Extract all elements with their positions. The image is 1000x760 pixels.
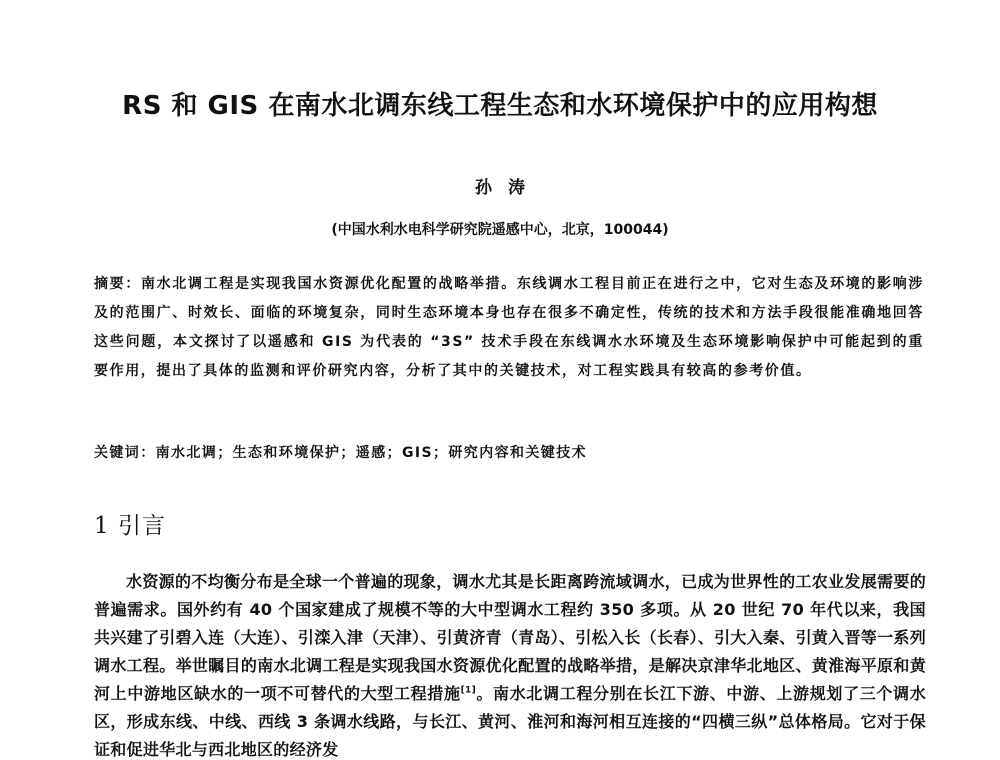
author-name: 孙 涛 xyxy=(475,178,525,198)
section-heading-introduction: 1 引言 xyxy=(94,513,166,539)
abstract-text: 南水北调工程是实现我国水资源优化配置的战略举措。东线调水工程目前正在进行之中，它对生态及环境的影响涉及的范围广、时效长、面临的环境复杂，同时生态环境本身也存在很多不确定性，传统的技术和方法手段很能准确地回答这些问题，本文探讨了以遥感和 GIS 为代表的 “3S” 技术手段在东线调水水环境及生态环境影响保护中可能起到的重要作用，提出了具体的监测和评价研究内容，分析了其中的关键技术，对工程实践具有较高的参考价值。 xyxy=(94,276,924,379)
citation-marker: [1] xyxy=(460,685,477,696)
abstract-label: 摘要： xyxy=(94,276,141,292)
abstract xyxy=(94,270,924,386)
keywords xyxy=(94,442,924,464)
keywords-label: 关键词： xyxy=(94,445,156,461)
introduction-paragraph xyxy=(94,568,926,760)
keywords-text: 南水北调；生态和环境保护；遥感；GIS；研究内容和关键技术 xyxy=(155,445,587,461)
paper-title: RS 和 GIS 在南水北调东线工程生态和水环境保护中的应用构想 xyxy=(122,91,878,121)
paragraph-text-part2: 。南水北调工程分别在长江下游、中游、上游规划了三个调水区，形成东线、中线、西线 3 条调水线路，与长江、黄河、淮河和海河相互连接的“四横三纵”总体格局。它对于保证和促进华北与西北地区的经济发 xyxy=(94,684,926,759)
author-affiliation: (中国水利水电科学研究院遥感中心，北京，100044) xyxy=(331,222,669,238)
paragraph-text-part1: 水资源的不均衡分布是全球一个普遍的现象，调水尤其是长距离跨流域调水，已成为世界性的工农业发展需要的普遍需求。国外约有 40 个国家建成了规模不等的大中型调水工程约 350 多项。从 20 世纪 70 年代以来，我国共兴建了引碧入连（大连）、引滦入津（天津）、引黄济青（青岛）、引松入长（长春）、引大入秦、引黄入晋等一系列调水工程。举世瞩目的南水北调工程是实现我国水资源优化配置的战略举措，是解决京津华北地区、黄淮海平原和黄河上中游地区缺水的一项不可替代的大型工程措施 xyxy=(94,572,926,703)
